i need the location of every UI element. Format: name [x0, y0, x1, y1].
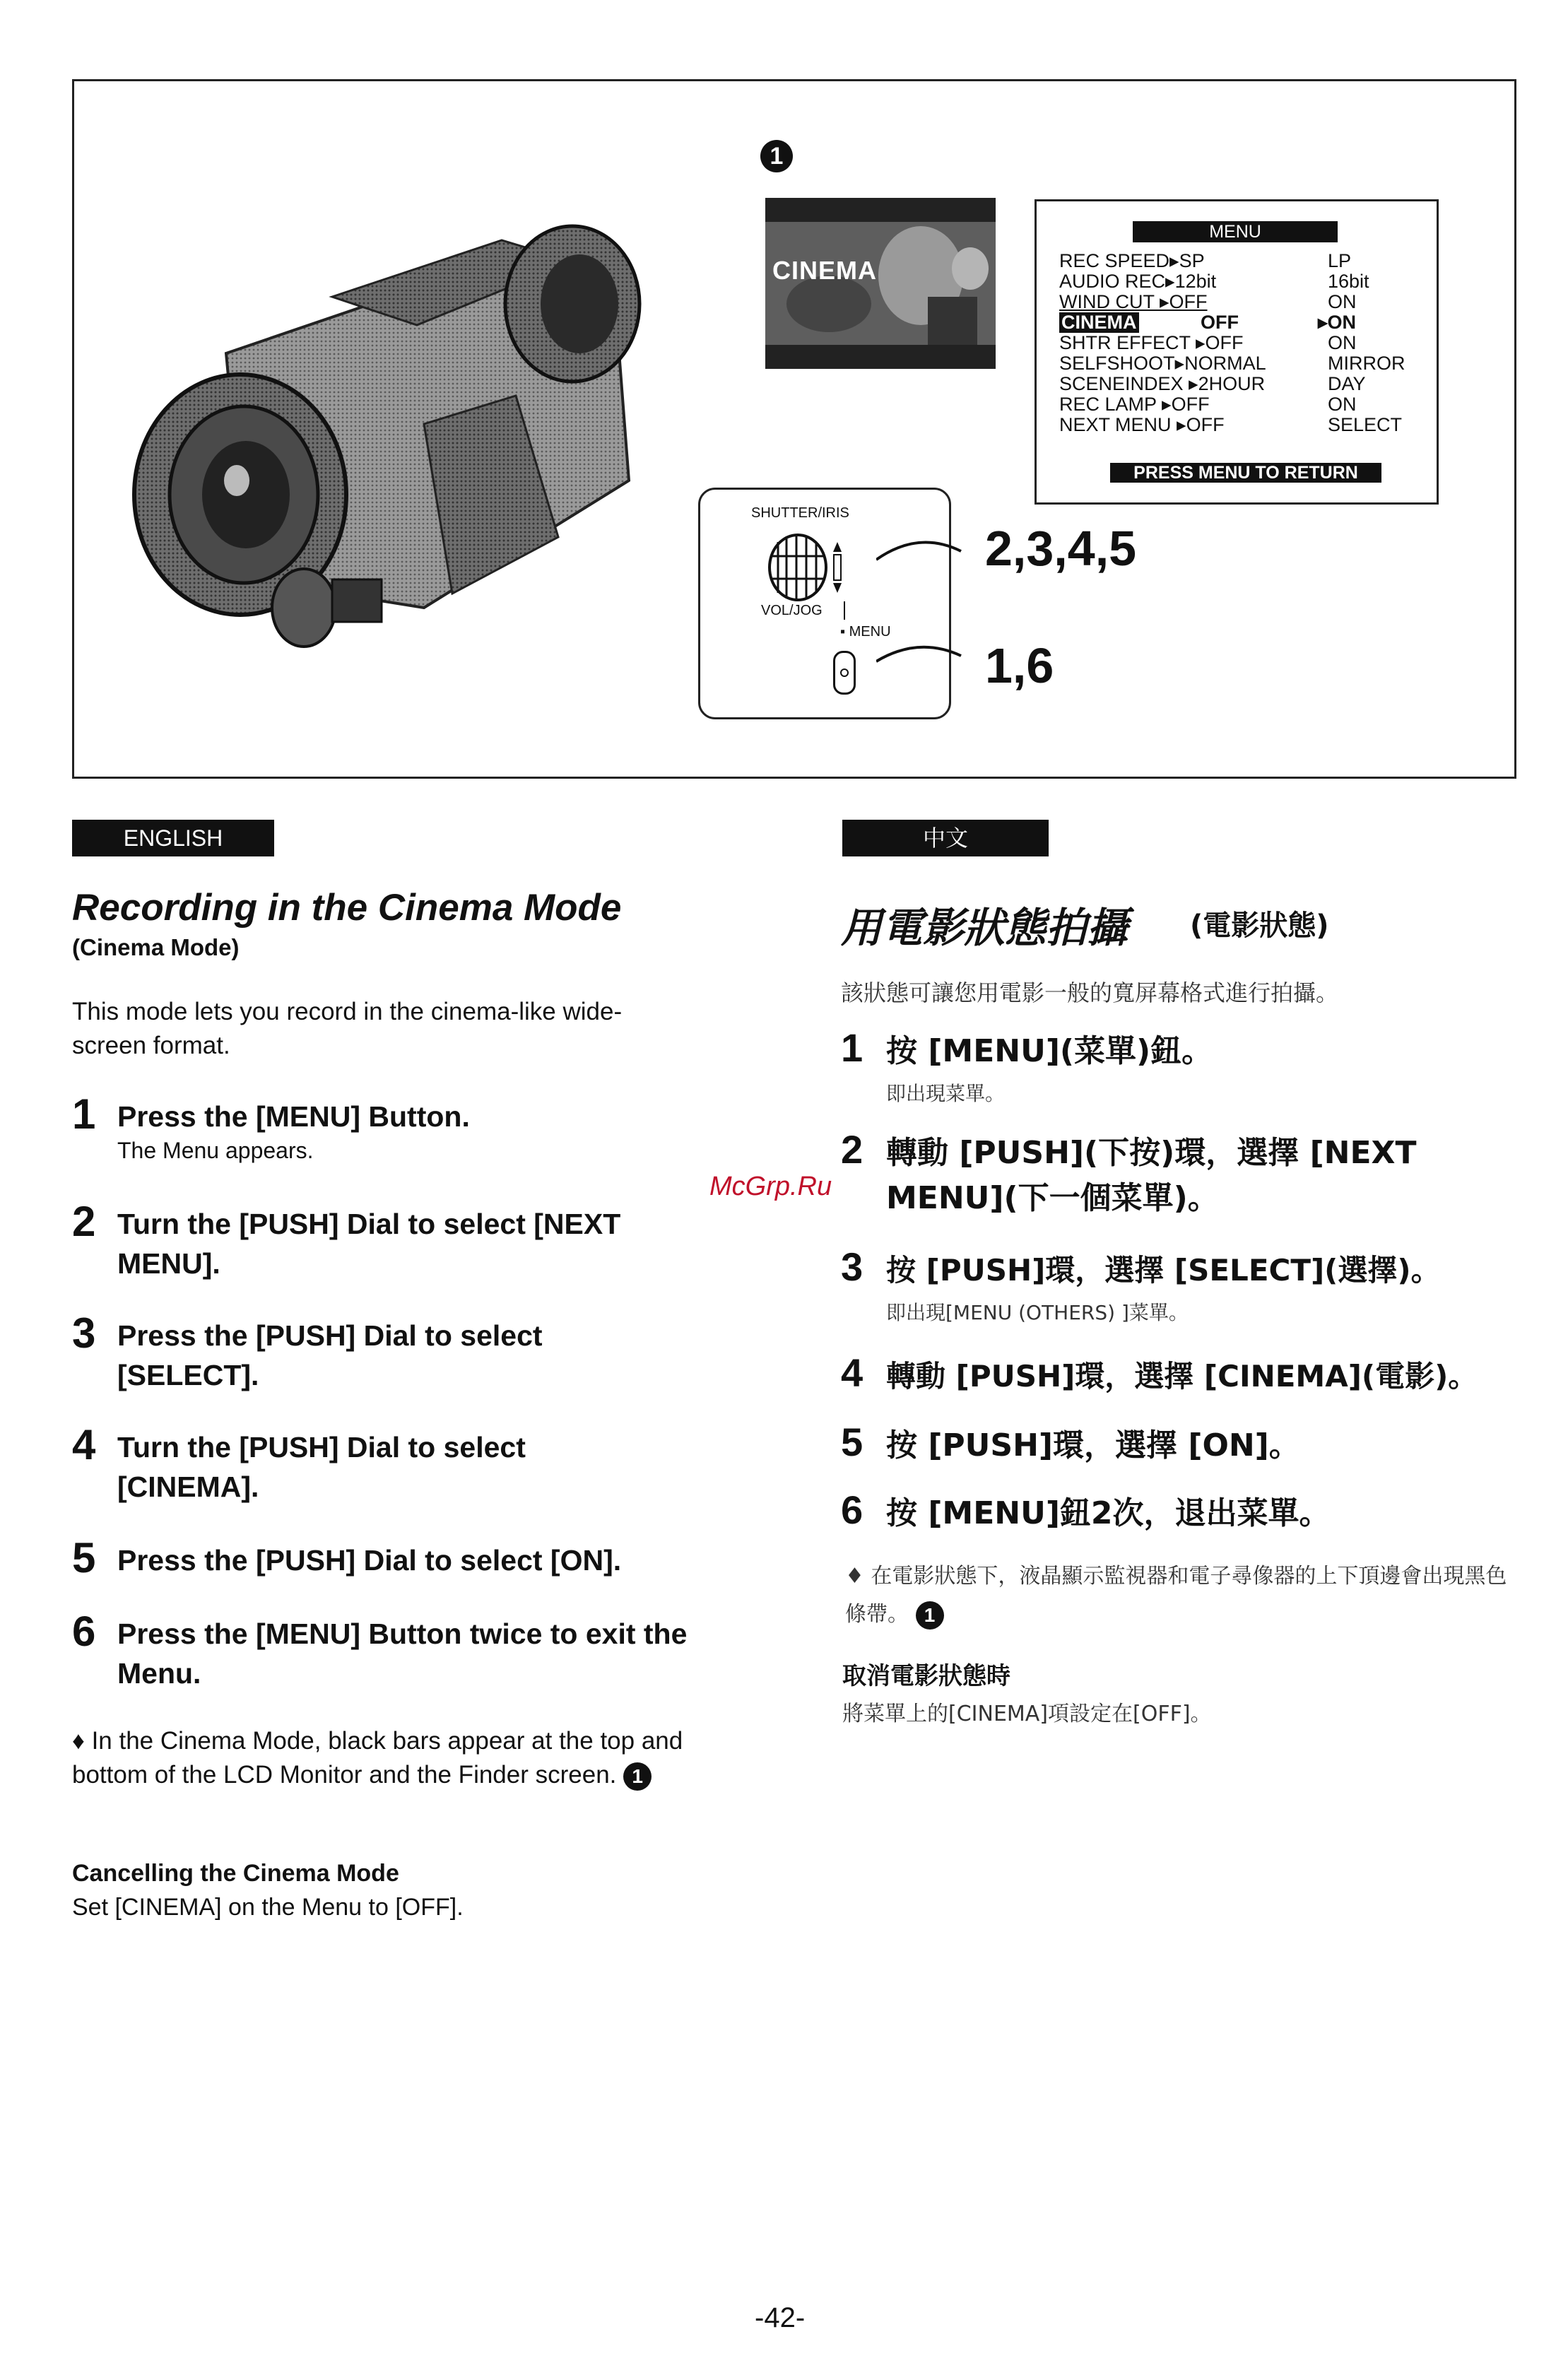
- menu-row-label: SCENEINDEX ▸2HOUR: [1059, 373, 1266, 394]
- dial-top-label: SHUTTER/IRIS: [751, 505, 849, 521]
- step-text: Press the [PUSH] Dial to select [ON].: [117, 1544, 622, 1577]
- figure-marker-1: 1: [760, 140, 793, 172]
- menu-row-alt: ON: [1328, 291, 1357, 312]
- note-marker-1: 1: [916, 1601, 944, 1630]
- menu-button-label: ▪ MENU: [840, 624, 891, 640]
- step-text: 轉動 [PUSH]環，選擇 [CINEMA](電影)。: [886, 1359, 1478, 1394]
- note-text: ♦ In the Cinema Mode, black bars appear at the top and bottom of the LCD Monitor and the Finder screen.: [72, 1727, 683, 1789]
- page-title-chinese: 用電影狀態拍攝: [841, 904, 1128, 952]
- menu-row-label: SELFSHOOT▸NORMAL: [1059, 353, 1266, 374]
- menu-row-sceneindex: [1059, 373, 1366, 394]
- step-text: Turn the [PUSH] Dial to select [CINEMA].: [117, 1431, 526, 1503]
- menu-row-rec-lamp: [1059, 394, 1357, 415]
- push-dial-icon: [762, 525, 847, 610]
- step-text: Press the [MENU] Button twice to exit the Menu.: [117, 1618, 688, 1690]
- menu-row-label-highlighted: CINEMA: [1059, 312, 1139, 333]
- note-cinema-bars-chinese: [845, 1557, 1523, 1634]
- step-subtext: 即出現菜單。: [886, 1082, 1006, 1105]
- callout-dial-steps: 2,3,4,5: [985, 521, 1137, 576]
- step-text: Press the [MENU] Button.: [117, 1100, 470, 1133]
- step-text: 按 [PUSH]環，選擇 [SELECT](選擇)。: [886, 1253, 1441, 1288]
- menu-row-label: REC LAMP ▸OFF: [1059, 394, 1210, 415]
- step-text: Press the [PUSH] Dial to select [SELECT].: [117, 1319, 543, 1391]
- intro-text: This mode lets you record in the cinema-like wide-screen format.: [72, 998, 623, 1059]
- step-subtext: The Menu appears.: [117, 1138, 314, 1163]
- step-number: 5: [72, 1534, 96, 1581]
- cancel-heading: Cancelling the Cinema Mode: [72, 1860, 399, 1887]
- menu-row-alt: LP: [1328, 250, 1352, 271]
- menu-row-value: OFF: [1201, 312, 1239, 333]
- step-text: 按 [PUSH]環，選擇 [ON]。: [886, 1427, 1300, 1463]
- menu-row-alt: 16bit: [1328, 271, 1369, 292]
- menu-row-audio-rec: [1059, 271, 1369, 292]
- step-number: 3: [841, 1244, 864, 1289]
- section-label-chinese: 中文: [842, 820, 1049, 856]
- cancel-text: Set [CINEMA] on the Menu to [OFF].: [72, 1894, 464, 1921]
- intro-text-chinese: 該狀態可讓您用電影一般的寬屏幕格式進行拍攝。: [841, 979, 1339, 1006]
- menu-row-wind-cut: [1059, 291, 1357, 312]
- menu-screen-title: MENU: [1133, 221, 1338, 242]
- note-marker-1: 1: [623, 1762, 652, 1791]
- step-number: 2: [72, 1198, 96, 1245]
- camcorder-illustration: [120, 212, 700, 664]
- page-subtitle: (Cinema Mode): [72, 934, 240, 960]
- menu-row-label: AUDIO REC▸12bit: [1059, 271, 1217, 292]
- step-number: 5: [841, 1420, 864, 1464]
- note-text: ♦ 在電影狀態下，液晶顯示監視器和電子尋像器的上下頂邊會出現黑色條帶。: [845, 1564, 1507, 1627]
- menu-row-alt: MIRROR: [1328, 353, 1405, 374]
- section-label-english: ENGLISH: [72, 820, 274, 856]
- menu-row-rec-speed: [1059, 250, 1352, 271]
- page-subtitle-chinese: (電影狀態): [1190, 909, 1329, 942]
- cancel-text-chinese: 將菜單上的[CINEMA]項設定在[OFF]。: [842, 1702, 1212, 1726]
- menu-row-cinema: [1059, 312, 1357, 333]
- menu-screen: [1035, 199, 1439, 505]
- cinema-thumbnail-label: CINEMA: [772, 256, 877, 285]
- menu-row-label: REC SPEED▸SP: [1059, 250, 1205, 271]
- page-title: Recording in the Cinema Mode: [72, 887, 622, 929]
- step-number: 3: [72, 1309, 96, 1357]
- step-text: 按 [MENU](菜單)鈕。: [886, 1033, 1213, 1069]
- menu-row-shtr-effect: [1059, 332, 1357, 353]
- step-number: 4: [841, 1350, 864, 1395]
- step-number: 2: [841, 1127, 864, 1172]
- step-number: 6: [841, 1488, 864, 1532]
- dial-divider: [844, 601, 845, 620]
- menu-row-alt: ▸ON: [1318, 312, 1357, 333]
- menu-row-alt: ON: [1328, 394, 1357, 415]
- callout-button-steps: 1,6: [985, 638, 1054, 693]
- menu-row-alt: DAY: [1328, 373, 1366, 394]
- step-text: 按 [MENU]鈕2次，退出菜單。: [886, 1495, 1331, 1531]
- menu-row-alt: SELECT: [1328, 414, 1403, 435]
- menu-row-next-menu: [1059, 414, 1403, 435]
- watermark: McGrp.Ru: [709, 1172, 832, 1201]
- step-number: 6: [72, 1608, 96, 1655]
- callout-lines: [876, 523, 989, 678]
- menu-row-label: NEXT MENU ▸OFF: [1059, 414, 1225, 435]
- cinema-thumbnail: [765, 198, 996, 369]
- menu-row-selfshoot: [1059, 353, 1405, 374]
- note-cinema-bars: [72, 1724, 722, 1792]
- page-number: -42-: [755, 2302, 806, 2333]
- dial-bottom-label: VOL/JOG: [761, 603, 823, 618]
- menu-return-bar: PRESS MENU TO RETURN: [1110, 463, 1381, 483]
- menu-button-icon: [833, 651, 856, 695]
- step-text: Turn the [PUSH] Dial to select [NEXT MENU].: [117, 1208, 621, 1280]
- menu-row-label: SHTR EFFECT ▸OFF: [1059, 332, 1244, 353]
- step-text: 轉動 [PUSH](下按)環，選擇 [NEXT MENU](下一個菜單)。: [886, 1135, 1417, 1216]
- step-number: 1: [841, 1025, 864, 1070]
- step-number: 4: [72, 1421, 96, 1468]
- step-number: 1: [72, 1090, 96, 1138]
- menu-row-alt: ON: [1328, 332, 1357, 353]
- menu-row-label: WIND CUT ▸OFF: [1059, 291, 1208, 312]
- cancel-heading-chinese: 取消電影狀態時: [842, 1662, 1010, 1690]
- step-subtext: 即出現[MENU (OTHERS) ]菜單。: [886, 1301, 1189, 1324]
